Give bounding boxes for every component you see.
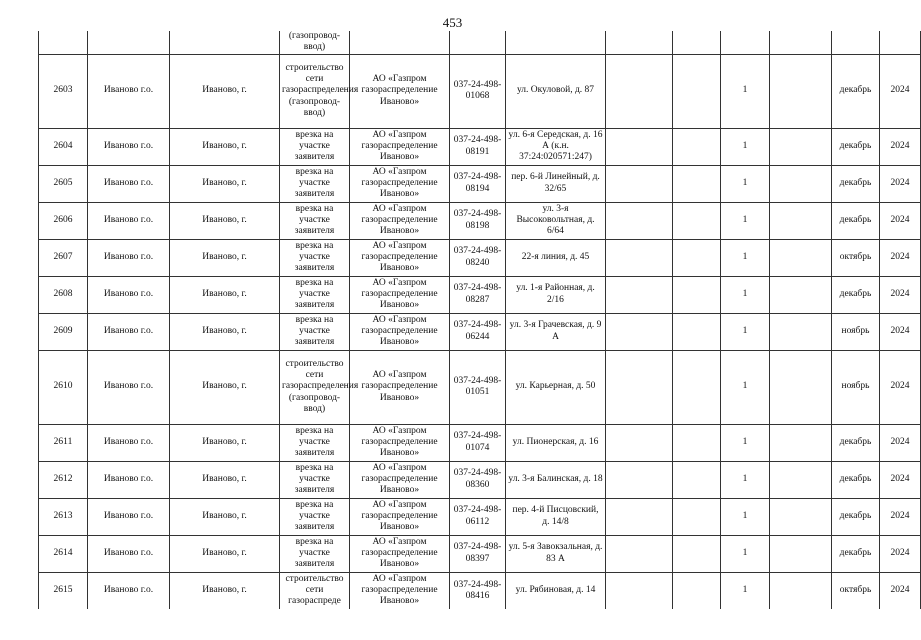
cell-blank1 bbox=[606, 31, 673, 54]
table-row bbox=[39, 350, 921, 424]
cell-qty: 1 bbox=[721, 535, 770, 572]
cell-work: врезка на участке заявителя bbox=[280, 239, 350, 276]
cell-blank1 bbox=[606, 350, 673, 424]
cell-code: 037-24-498-01074 bbox=[450, 424, 506, 461]
cell-qty: 1 bbox=[721, 313, 770, 350]
cell-blank1 bbox=[606, 54, 673, 128]
cell-work: врезка на участке заявителя bbox=[280, 461, 350, 498]
cell-blank1 bbox=[606, 165, 673, 202]
table-row bbox=[39, 31, 921, 54]
cell-month: октябрь bbox=[832, 572, 880, 609]
cell-code: 037-24-498-08194 bbox=[450, 165, 506, 202]
table-row bbox=[39, 424, 921, 461]
cell-blank1 bbox=[606, 239, 673, 276]
cell-blank2 bbox=[673, 498, 721, 535]
cell-blank1 bbox=[606, 313, 673, 350]
cell-code: 037-24-498-06244 bbox=[450, 313, 506, 350]
cell-year: 2024 bbox=[880, 276, 921, 313]
cell-work: врезка на участке заявителя bbox=[280, 535, 350, 572]
cell-address bbox=[506, 31, 606, 54]
table-row bbox=[39, 276, 921, 313]
cell-blank3 bbox=[770, 276, 832, 313]
cell-blank2 bbox=[673, 350, 721, 424]
cell-year: 2024 bbox=[880, 572, 921, 609]
cell-blank1 bbox=[606, 535, 673, 572]
cell-work: врезка на участке заявителя bbox=[280, 498, 350, 535]
cell-month: декабрь bbox=[832, 535, 880, 572]
cell-num: 2605 bbox=[39, 165, 88, 202]
cell-district: Иваново г.о. bbox=[88, 202, 170, 239]
cell-blank3 bbox=[770, 572, 832, 609]
cell-month: ноябрь bbox=[832, 313, 880, 350]
cell-blank3 bbox=[770, 424, 832, 461]
cell-blank2 bbox=[673, 276, 721, 313]
cell-district: Иваново г.о. bbox=[88, 424, 170, 461]
cell-year: 2024 bbox=[880, 461, 921, 498]
cell-locality: Иваново, г. bbox=[170, 535, 280, 572]
cell-qty bbox=[721, 31, 770, 54]
cell-blank2 bbox=[673, 128, 721, 165]
cell-code: 037-24-498-08360 bbox=[450, 461, 506, 498]
cell-district: Иваново г.о. bbox=[88, 572, 170, 609]
cell-district: Иваново г.о. bbox=[88, 276, 170, 313]
cell-district: Иваново г.о. bbox=[88, 239, 170, 276]
gas-connections-table bbox=[38, 31, 921, 609]
cell-address: ул. Пионерская, д. 16 bbox=[506, 424, 606, 461]
cell-blank2 bbox=[673, 54, 721, 128]
cell-work: врезка на участке заявителя bbox=[280, 424, 350, 461]
cell-month: ноябрь bbox=[832, 350, 880, 424]
cell-blank2 bbox=[673, 313, 721, 350]
cell-blank2 bbox=[673, 202, 721, 239]
cell-num: 2611 bbox=[39, 424, 88, 461]
table-row bbox=[39, 165, 921, 202]
cell-num bbox=[39, 31, 88, 54]
cell-blank3 bbox=[770, 202, 832, 239]
cell-qty: 1 bbox=[721, 424, 770, 461]
cell-address: ул. Рябиновая, д. 14 bbox=[506, 572, 606, 609]
cell-work: строительство сети газораспреде bbox=[280, 572, 350, 609]
cell-blank3 bbox=[770, 498, 832, 535]
cell-blank3 bbox=[770, 54, 832, 128]
cell-district: Иваново г.о. bbox=[88, 461, 170, 498]
cell-district: Иваново г.о. bbox=[88, 165, 170, 202]
cell-address: ул. 3-я Грачевская, д. 9 А bbox=[506, 313, 606, 350]
cell-num: 2603 bbox=[39, 54, 88, 128]
cell-year: 2024 bbox=[880, 498, 921, 535]
table-row bbox=[39, 202, 921, 239]
cell-qty: 1 bbox=[721, 165, 770, 202]
cell-blank1 bbox=[606, 202, 673, 239]
cell-organization: АО «Газпром газораспределение Иваново» bbox=[350, 54, 450, 128]
cell-locality: Иваново, г. bbox=[170, 276, 280, 313]
cell-blank3 bbox=[770, 31, 832, 54]
cell-code: 037-24-498-08287 bbox=[450, 276, 506, 313]
cell-organization: АО «Газпром газораспределение Иваново» bbox=[350, 239, 450, 276]
cell-year: 2024 bbox=[880, 128, 921, 165]
cell-blank1 bbox=[606, 424, 673, 461]
cell-blank2 bbox=[673, 424, 721, 461]
cell-year: 2024 bbox=[880, 202, 921, 239]
cell-organization: АО «Газпром газораспределение Иваново» bbox=[350, 128, 450, 165]
cell-locality: Иваново, г. bbox=[170, 54, 280, 128]
cell-locality: Иваново, г. bbox=[170, 461, 280, 498]
cell-month: декабрь bbox=[832, 202, 880, 239]
cell-code: 037-24-498-08416 bbox=[450, 572, 506, 609]
cell-organization bbox=[350, 31, 450, 54]
cell-year bbox=[880, 31, 921, 54]
cell-organization: АО «Газпром газораспределение Иваново» bbox=[350, 424, 450, 461]
cell-district: Иваново г.о. bbox=[88, 54, 170, 128]
cell-blank1 bbox=[606, 128, 673, 165]
cell-code: 037-24-498-01068 bbox=[450, 54, 506, 128]
cell-address: пер. 6-й Линейный, д. 32/65 bbox=[506, 165, 606, 202]
cell-address: ул. 3-я Высоковольтная, д. 6/64 bbox=[506, 202, 606, 239]
cell-district: Иваново г.о. bbox=[88, 498, 170, 535]
cell-num: 2614 bbox=[39, 535, 88, 572]
cell-year: 2024 bbox=[880, 535, 921, 572]
cell-month: декабрь bbox=[832, 54, 880, 128]
cell-num: 2609 bbox=[39, 313, 88, 350]
cell-code: 037-24-498-08240 bbox=[450, 239, 506, 276]
cell-blank3 bbox=[770, 350, 832, 424]
cell-qty: 1 bbox=[721, 350, 770, 424]
cell-organization: АО «Газпром газораспределение Иваново» bbox=[350, 535, 450, 572]
cell-address: ул. Карьерная, д. 50 bbox=[506, 350, 606, 424]
cell-qty: 1 bbox=[721, 128, 770, 165]
cell-month: декабрь bbox=[832, 461, 880, 498]
cell-locality: Иваново, г. bbox=[170, 202, 280, 239]
cell-month: декабрь bbox=[832, 128, 880, 165]
cell-organization: АО «Газпром газораспределение Иваново» bbox=[350, 572, 450, 609]
cell-year: 2024 bbox=[880, 424, 921, 461]
cell-code bbox=[450, 31, 506, 54]
cell-work: врезка на участке заявителя bbox=[280, 202, 350, 239]
cell-locality: Иваново, г. bbox=[170, 424, 280, 461]
cell-blank3 bbox=[770, 165, 832, 202]
cell-blank2 bbox=[673, 535, 721, 572]
cell-locality: Иваново, г. bbox=[170, 350, 280, 424]
cell-code: 037-24-498-06112 bbox=[450, 498, 506, 535]
cell-address: ул. 6-я Середская, д. 16 А (к.н. 37:24:020571:247) bbox=[506, 128, 606, 165]
cell-organization: АО «Газпром газораспределение Иваново» bbox=[350, 202, 450, 239]
cell-district: Иваново г.о. bbox=[88, 313, 170, 350]
cell-qty: 1 bbox=[721, 498, 770, 535]
cell-work: врезка на участке заявителя bbox=[280, 313, 350, 350]
cell-organization: АО «Газпром газораспределение Иваново» bbox=[350, 350, 450, 424]
cell-month: декабрь bbox=[832, 276, 880, 313]
cell-year: 2024 bbox=[880, 54, 921, 128]
cell-locality bbox=[170, 31, 280, 54]
cell-organization: АО «Газпром газораспределение Иваново» bbox=[350, 498, 450, 535]
cell-month: декабрь bbox=[832, 424, 880, 461]
cell-qty: 1 bbox=[721, 572, 770, 609]
cell-blank1 bbox=[606, 498, 673, 535]
cell-district: Иваново г.о. bbox=[88, 535, 170, 572]
cell-qty: 1 bbox=[721, 54, 770, 128]
page-number: 453 bbox=[442, 15, 463, 30]
cell-district: Иваново г.о. bbox=[88, 350, 170, 424]
cell-num: 2604 bbox=[39, 128, 88, 165]
cell-locality: Иваново, г. bbox=[170, 239, 280, 276]
cell-blank1 bbox=[606, 572, 673, 609]
cell-blank1 bbox=[606, 276, 673, 313]
cell-address: ул. 5-я Завокзальная, д. 83 А bbox=[506, 535, 606, 572]
table-row bbox=[39, 54, 921, 128]
cell-code: 037-24-498-08397 bbox=[450, 535, 506, 572]
cell-num: 2606 bbox=[39, 202, 88, 239]
cell-address: 22-я линия, д. 45 bbox=[506, 239, 606, 276]
cell-blank3 bbox=[770, 461, 832, 498]
cell-year: 2024 bbox=[880, 239, 921, 276]
cell-num: 2612 bbox=[39, 461, 88, 498]
cell-num: 2615 bbox=[39, 572, 88, 609]
cell-work: (газопровод-ввод) bbox=[280, 31, 350, 54]
cell-month: декабрь bbox=[832, 165, 880, 202]
cell-address: ул. Окуловой, д. 87 bbox=[506, 54, 606, 128]
cell-year: 2024 bbox=[880, 165, 921, 202]
cell-code: 037-24-498-01051 bbox=[450, 350, 506, 424]
table-row bbox=[39, 239, 921, 276]
cell-qty: 1 bbox=[721, 202, 770, 239]
cell-organization: АО «Газпром газораспределение Иваново» bbox=[350, 165, 450, 202]
cell-month bbox=[832, 31, 880, 54]
cell-num: 2608 bbox=[39, 276, 88, 313]
cell-locality: Иваново, г. bbox=[170, 572, 280, 609]
cell-year: 2024 bbox=[880, 313, 921, 350]
cell-num: 2607 bbox=[39, 239, 88, 276]
cell-blank2 bbox=[673, 165, 721, 202]
cell-blank2 bbox=[673, 461, 721, 498]
cell-blank1 bbox=[606, 461, 673, 498]
cell-organization: АО «Газпром газораспределение Иваново» bbox=[350, 276, 450, 313]
cell-month: октябрь bbox=[832, 239, 880, 276]
cell-district: Иваново г.о. bbox=[88, 128, 170, 165]
cell-blank2 bbox=[673, 239, 721, 276]
cell-locality: Иваново, г. bbox=[170, 128, 280, 165]
cell-blank3 bbox=[770, 239, 832, 276]
cell-locality: Иваново, г. bbox=[170, 313, 280, 350]
cell-work: врезка на участке заявителя bbox=[280, 276, 350, 313]
cell-work: строительство сети газораспределения (газопровод-ввод) bbox=[280, 54, 350, 128]
cell-year: 2024 bbox=[880, 350, 921, 424]
table-row bbox=[39, 313, 921, 350]
cell-qty: 1 bbox=[721, 461, 770, 498]
cell-num: 2610 bbox=[39, 350, 88, 424]
cell-locality: Иваново, г. bbox=[170, 165, 280, 202]
cell-blank3 bbox=[770, 128, 832, 165]
cell-organization: АО «Газпром газораспределение Иваново» bbox=[350, 461, 450, 498]
table-row bbox=[39, 461, 921, 498]
cell-organization: АО «Газпром газораспределение Иваново» bbox=[350, 313, 450, 350]
cell-qty: 1 bbox=[721, 239, 770, 276]
cell-work: строительство сети газораспределения (газопровод-ввод) bbox=[280, 350, 350, 424]
cell-num: 2613 bbox=[39, 498, 88, 535]
cell-blank3 bbox=[770, 313, 832, 350]
cell-blank2 bbox=[673, 572, 721, 609]
cell-address: пер. 4-й Писцовский, д. 14/8 bbox=[506, 498, 606, 535]
table-row bbox=[39, 498, 921, 535]
cell-work: врезка на участке заявителя bbox=[280, 128, 350, 165]
cell-code: 037-24-498-08198 bbox=[450, 202, 506, 239]
cell-code: 037-24-498-08191 bbox=[450, 128, 506, 165]
cell-address: ул. 1-я Районная, д. 2/16 bbox=[506, 276, 606, 313]
table-row bbox=[39, 572, 921, 609]
cell-month: декабрь bbox=[832, 498, 880, 535]
cell-address: ул. 3-я Балинская, д. 18 bbox=[506, 461, 606, 498]
cell-blank2 bbox=[673, 31, 721, 54]
table-row bbox=[39, 535, 921, 572]
cell-blank3 bbox=[770, 535, 832, 572]
cell-locality: Иваново, г. bbox=[170, 498, 280, 535]
cell-qty: 1 bbox=[721, 276, 770, 313]
cell-work: врезка на участке заявителя bbox=[280, 165, 350, 202]
cell-district bbox=[88, 31, 170, 54]
table-row bbox=[39, 128, 921, 165]
